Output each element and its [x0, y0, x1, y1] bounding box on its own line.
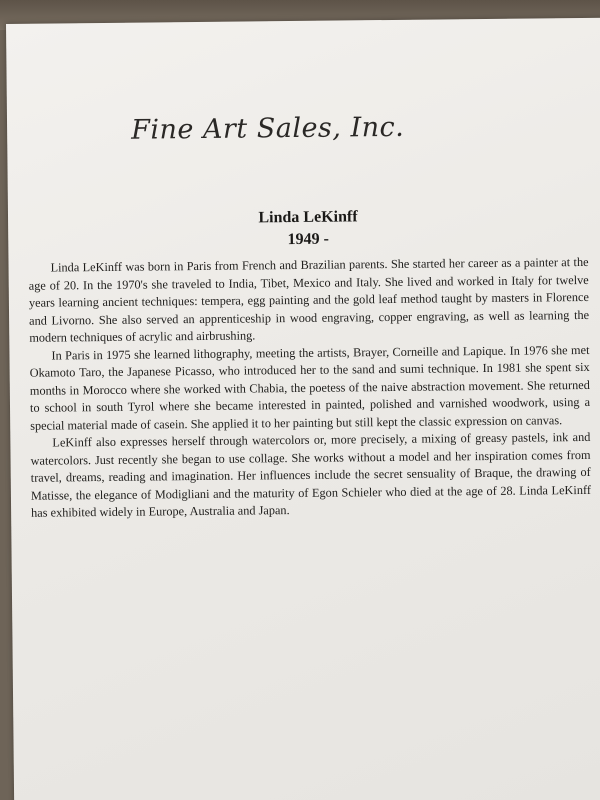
biography-text — [28, 254, 591, 522]
biography-paragraph: LeKinff also expresses herself through watercolors or, more precisely, a mixing of greasy pastels, ink and watercolors. Just recently she began to use collage. She works without a model and her inspiration comes from travel, dreams, reading and imagination. Her influences include the secret sensuality of Braque, the drawing of Matisse, the elegance of Modigliani and the maturity of Egon Schieler who died at the age of 28. Linda LeKinff has exhibited widely in Europe, Australia and Japan. — [30, 429, 591, 520]
company-letterhead: Fine Art Sales, Inc. — [130, 111, 405, 146]
artist-years: 1949 - — [287, 230, 330, 249]
artist-name: Linda LeKinff — [258, 208, 358, 227]
biography-paragraph: In Paris in 1975 she learned lithography, meeting the artists, Brayer, Corneille and Lapique. In 1976 she met Okamoto Taro, the Japanese Picasso, who introduced her to the sand and sumi technique. In 1981 she spent six months in Morocco where she worked with Chabia, the poetess of the naive abstraction movement. She returned to school in south Tyrol where she became interested in painted, polished and varnished woodwork, using a special material made of casein. She applied it to her painting but still kept the classic expression on canvas. — [29, 342, 591, 433]
biography-paragraph: Linda LeKinff was born in Paris from French and Brazilian parents. She started her career as a painter at the age of 20. In the 1970's she traveled to India, Tibet, Mexico and Italy. She lived and worked in Italy for twelve years learning ancient techniques: tempera, egg painting and the gold leaf method taught by masters in Florence and Livorno. She also served an apprenticeship in wood engraving, copper engraving, as well as learning the modern techniques of acrylic and airbrushing. — [28, 254, 590, 345]
document-page — [6, 18, 600, 800]
